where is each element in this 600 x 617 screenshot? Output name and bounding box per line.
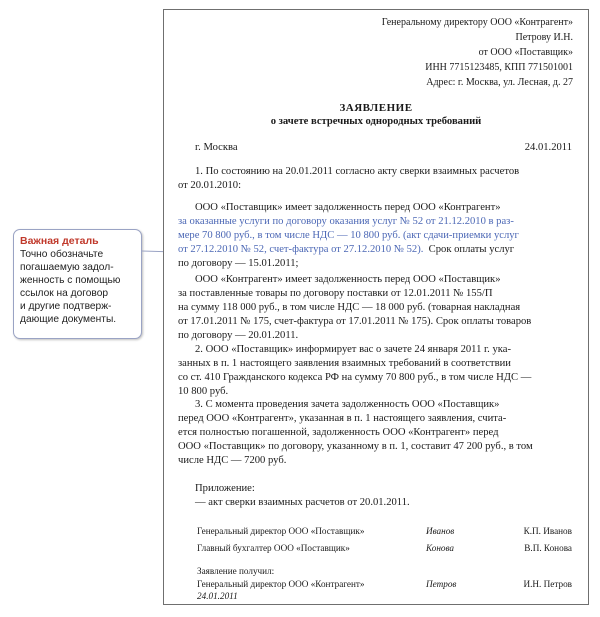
- callout-body: Точно обозначьте погашаемую задол- женность с помощью ссылок на договор и другие подтверж- дающие документы.: [20, 249, 121, 325]
- director-name: К.П. Иванов: [523, 526, 572, 536]
- important-detail-callout: [13, 229, 142, 339]
- p2-line: 2. ООО «Поставщик» информирует вас о зачете 24 января 2011 г. ука-: [195, 344, 511, 355]
- p1a-line: Срок оплаты услуг: [428, 244, 515, 255]
- p1a-line-highlight: мере 70 800 руб., в том числе НДС — 10 800 руб. (акт сдачи-приемки услуг: [178, 230, 519, 241]
- document-subtitle: о зачете встречных однородных требований: [270, 116, 482, 127]
- p2-line: занных в п. 1 настоящего заявления взаимных требований в соответствии: [178, 358, 511, 369]
- p3-line: числе НДС — 7200 руб.: [178, 455, 287, 466]
- document-page: [163, 9, 589, 605]
- sender-address: Адрес: г. Москва, ул. Лесная, д. 27: [426, 77, 573, 88]
- document-title: ЗАЯВЛЕНИЕ: [339, 102, 413, 114]
- document-date: 24.01.2011: [524, 142, 572, 153]
- p2-line: со ст. 410 Гражданского кодекса РФ на сумму 70 800 руб., в том числе НДС —: [178, 372, 532, 383]
- p1b-line: от 17.01.2011 № 175, счет-фактура от 17.01.2011 № 175). Срок оплаты товаров: [178, 316, 532, 327]
- accountant-signature: Конова: [426, 543, 455, 553]
- p1b-line: по договору — 20.01.2011.: [178, 330, 299, 341]
- director-signature: Иванов: [426, 526, 455, 536]
- received-label: Заявление получил:: [197, 566, 275, 576]
- appendix-label: Приложение:: [195, 483, 255, 494]
- addressee-name: Петрову И.Н.: [515, 32, 573, 43]
- recipient-signature: Петров: [426, 579, 457, 589]
- p1a-line: ООО «Поставщик» имеет задолженность перед ООО «Контрагент»: [195, 202, 501, 213]
- recipient-name: И.Н. Петров: [523, 579, 572, 589]
- sender-line: от ООО «Поставщик»: [478, 47, 573, 58]
- appendix-item: — акт сверки взаимных расчетов от 20.01.2011.: [195, 497, 410, 508]
- p3-line: 3. С момента проведения зачета задолженность ООО «Поставщик»: [195, 399, 500, 410]
- p1-line: от 20.01.2010:: [178, 180, 242, 191]
- p1a-line-highlight: от 27.12.2010 № 52, счет-фактура от 27.12.2010 № 52).: [178, 244, 424, 255]
- director-title: Генеральный директор ООО «Поставщик»: [197, 526, 365, 536]
- received-date: 24.01.2011: [197, 591, 238, 601]
- recipient-title: Генеральный директор ООО «Контрагент»: [197, 579, 365, 589]
- accountant-title: Главный бухгалтер ООО «Поставщик»: [197, 543, 350, 553]
- p1-line: 1. По состоянию на 20.01.2011 согласно акту сверки взаимных расчетов: [195, 166, 520, 177]
- p1a-line-highlight: за оказанные услуги по договору оказания услуг № 52 от 21.12.2010 в раз-: [178, 216, 514, 227]
- p1b-line: ООО «Контрагент» имеет задолженность перед ООО «Поставщик»: [195, 274, 501, 285]
- sender-inn: ИНН 7715123485, КПП 771501001: [425, 62, 573, 73]
- p3-line: ООО «Поставщик» по договору, указанному в п. 1, составит 47 200 руб., в том: [178, 441, 533, 452]
- p1a-line: по договору — 15.01.2011;: [178, 258, 299, 269]
- city: г. Москва: [195, 142, 238, 153]
- p1b-line: на сумму 118 000 руб., в том числе НДС — 18 000 руб. (товарная накладная: [178, 302, 521, 313]
- p1b-line: за поставленные товары по договору поставки от 12.01.2011 № 155/П: [178, 288, 493, 299]
- p2-line: 10 800 руб.: [178, 386, 229, 397]
- callout-title: Важная деталь: [20, 235, 99, 247]
- accountant-name: В.П. Конова: [524, 543, 572, 553]
- p3-line: перед ООО «Контрагент», указанная в п. 1 настоящего заявления, счита-: [178, 413, 507, 424]
- addressee-line: Генеральному директору ООО «Контрагент»: [381, 17, 573, 28]
- p3-line: ется полностью погашенной, задолженность ООО «Контрагент» перед: [178, 427, 499, 438]
